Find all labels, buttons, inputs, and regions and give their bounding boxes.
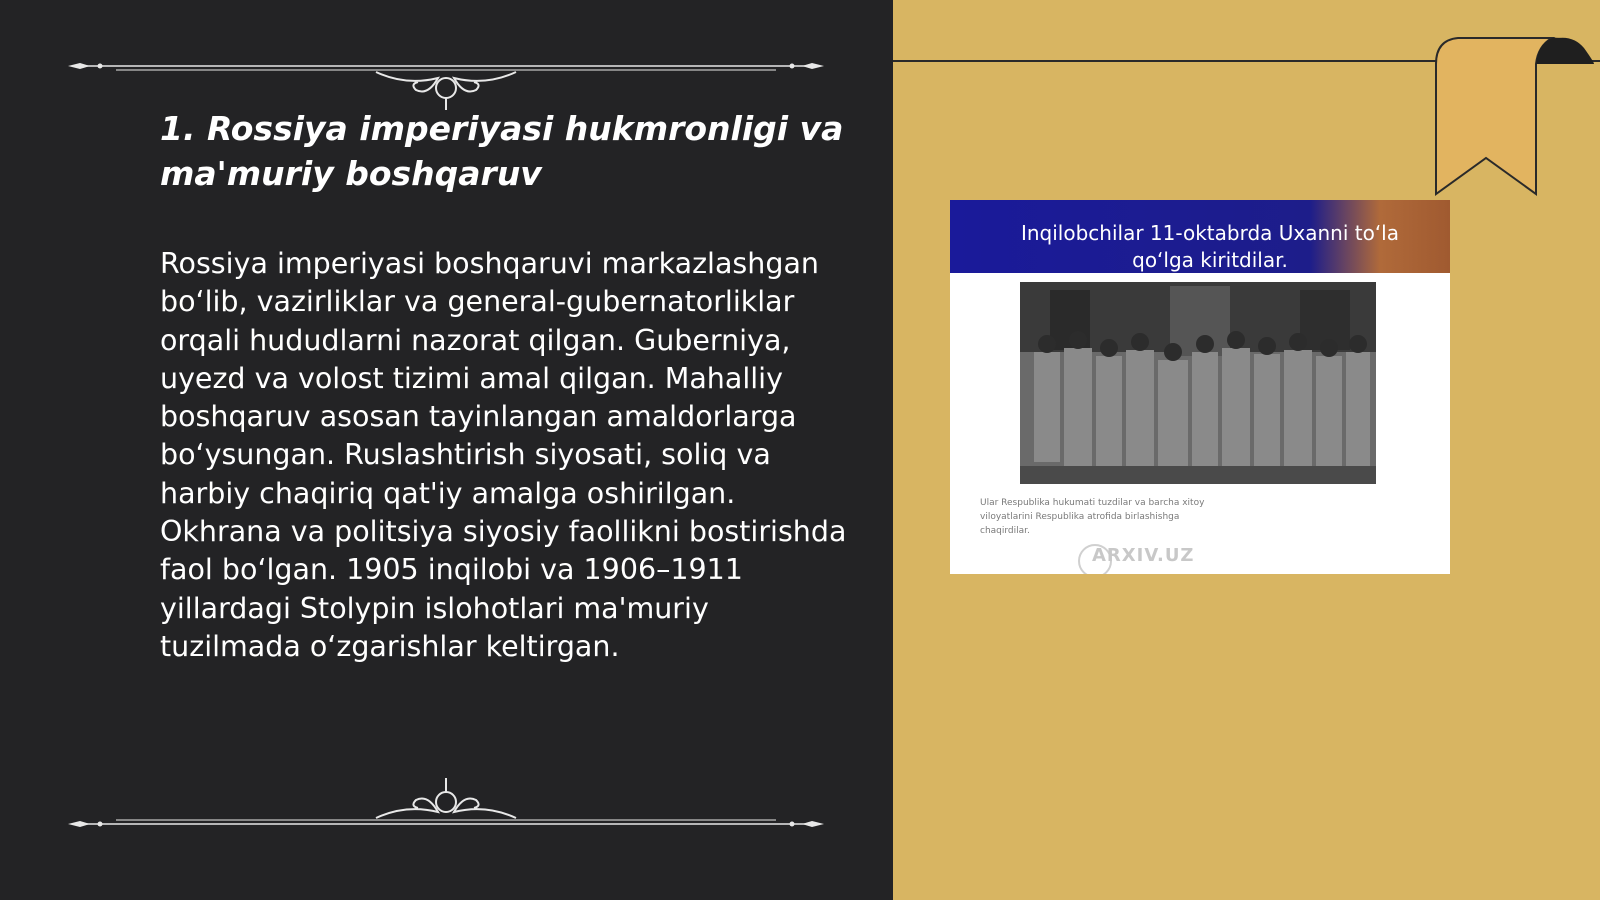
bottom-ornament-divider [66, 772, 826, 832]
photo-card [950, 200, 1450, 574]
photo-note: Ular Respublika hukumati tuzdilar va barcha xitoy viloyatlarini Respublika atrofida birlashishga chaqirdilar. [980, 498, 1205, 536]
photo-caption: Inqilobchilar 11-oktabrda Uxanni to‘la qo‘lga kiritdilar. [1020, 221, 1399, 272]
top-ornament-divider [66, 52, 826, 112]
slide-body-text: Rossiya imperiyasi boshqaruvi markazlashgan bo‘lib, vazirliklar va general-gubernatorliklar orqali hududlarni nazorat qilgan. Guberniya, uyezd va volost tizimi amal qilgan. Mahalliy boshqaruv asosan tayinlangan amaldorlarga bo‘ysungan. Ruslashtirish siyosati, soliq va harbiy chaqiriq qat'iy amalga oshirilgan. Okhrana va politsiya siyosiy faollikni bostirishda faol bo‘lgan. 1905 inqilobi va 1906–1911 yillardagi Stolypin islohotlari ma'muriy tuzilmada o‘zgarishlar keltirgan. [160, 247, 847, 663]
slide-title: 1. Rossiya imperiyasi hukmronligi va ma'muriy boshqaruv [160, 109, 844, 193]
historical-group-photo [1020, 282, 1376, 484]
caption-bar [950, 200, 1450, 273]
watermark: ARXIV.UZ [1092, 545, 1195, 566]
bookmark-ribbon-icon [1434, 34, 1600, 204]
